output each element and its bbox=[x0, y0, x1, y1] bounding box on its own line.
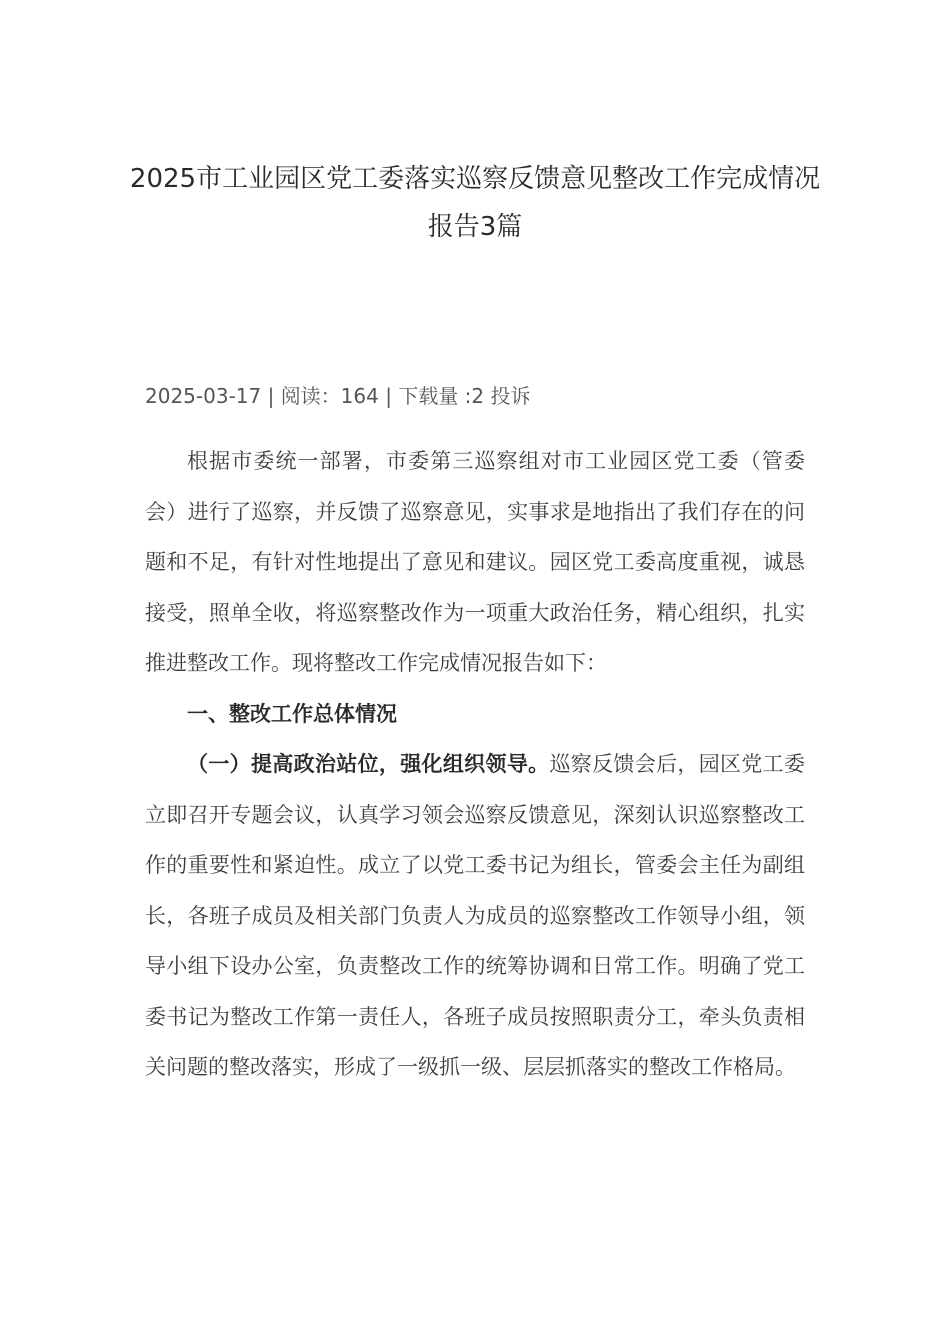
read-count: 阅读：164 bbox=[280, 384, 379, 408]
complaint-link[interactable]: 投诉 bbox=[484, 384, 531, 408]
meta-separator: | bbox=[261, 384, 281, 408]
subsection-paragraph bbox=[145, 739, 805, 1093]
section-heading: 一、整改工作总体情况 bbox=[187, 700, 397, 726]
intro-paragraph: 根据市委统一部署，市委第三巡察组对市工业园区党工委（管委会）进行了巡察，并反馈了巡察意见，实事求是地指出了我们存在的问题和不足，有针对性地提出了意见和建议。园区党工委高度重视，诚恳接受，照单全收，将巡察整改作为一项重大政治任务，精心组织，扎实推进整改工作。现将整改工作完成情况报告如下： bbox=[145, 449, 805, 675]
meta-separator: | bbox=[378, 384, 399, 408]
document-meta bbox=[145, 380, 531, 412]
subsection-text: 巡察反馈会后，园区党工委立即召开专题会议，认真学习领会巡察反馈意见，深刻认识巡察整改工作的重要性和紧迫性。成立了以党工委书记为组长，管委会主任为副组长，各班子成员及相关部门负责人为成员的巡察整改工作领导小组，领导小组下设办公室，负责整改工作的统筹协调和日常工作。明确了党工委书记为整改工作第一责任人，各班子成员按照职责分工，牵头负责相关问题的整改落实，形成了一级抓一级、层层抓落实的整改工作格局。 bbox=[145, 752, 806, 1079]
download-count: 下载量 :2 bbox=[398, 384, 485, 408]
document-body bbox=[145, 436, 805, 1093]
document-title: 2025市工业园区党工委落实巡察反馈意见整改工作完成情况报告3篇 bbox=[129, 164, 821, 242]
publish-date: 2025-03-17 bbox=[145, 384, 262, 408]
subsection-lead: （一）提高政治站位，强化组织领导。 bbox=[187, 751, 550, 776]
